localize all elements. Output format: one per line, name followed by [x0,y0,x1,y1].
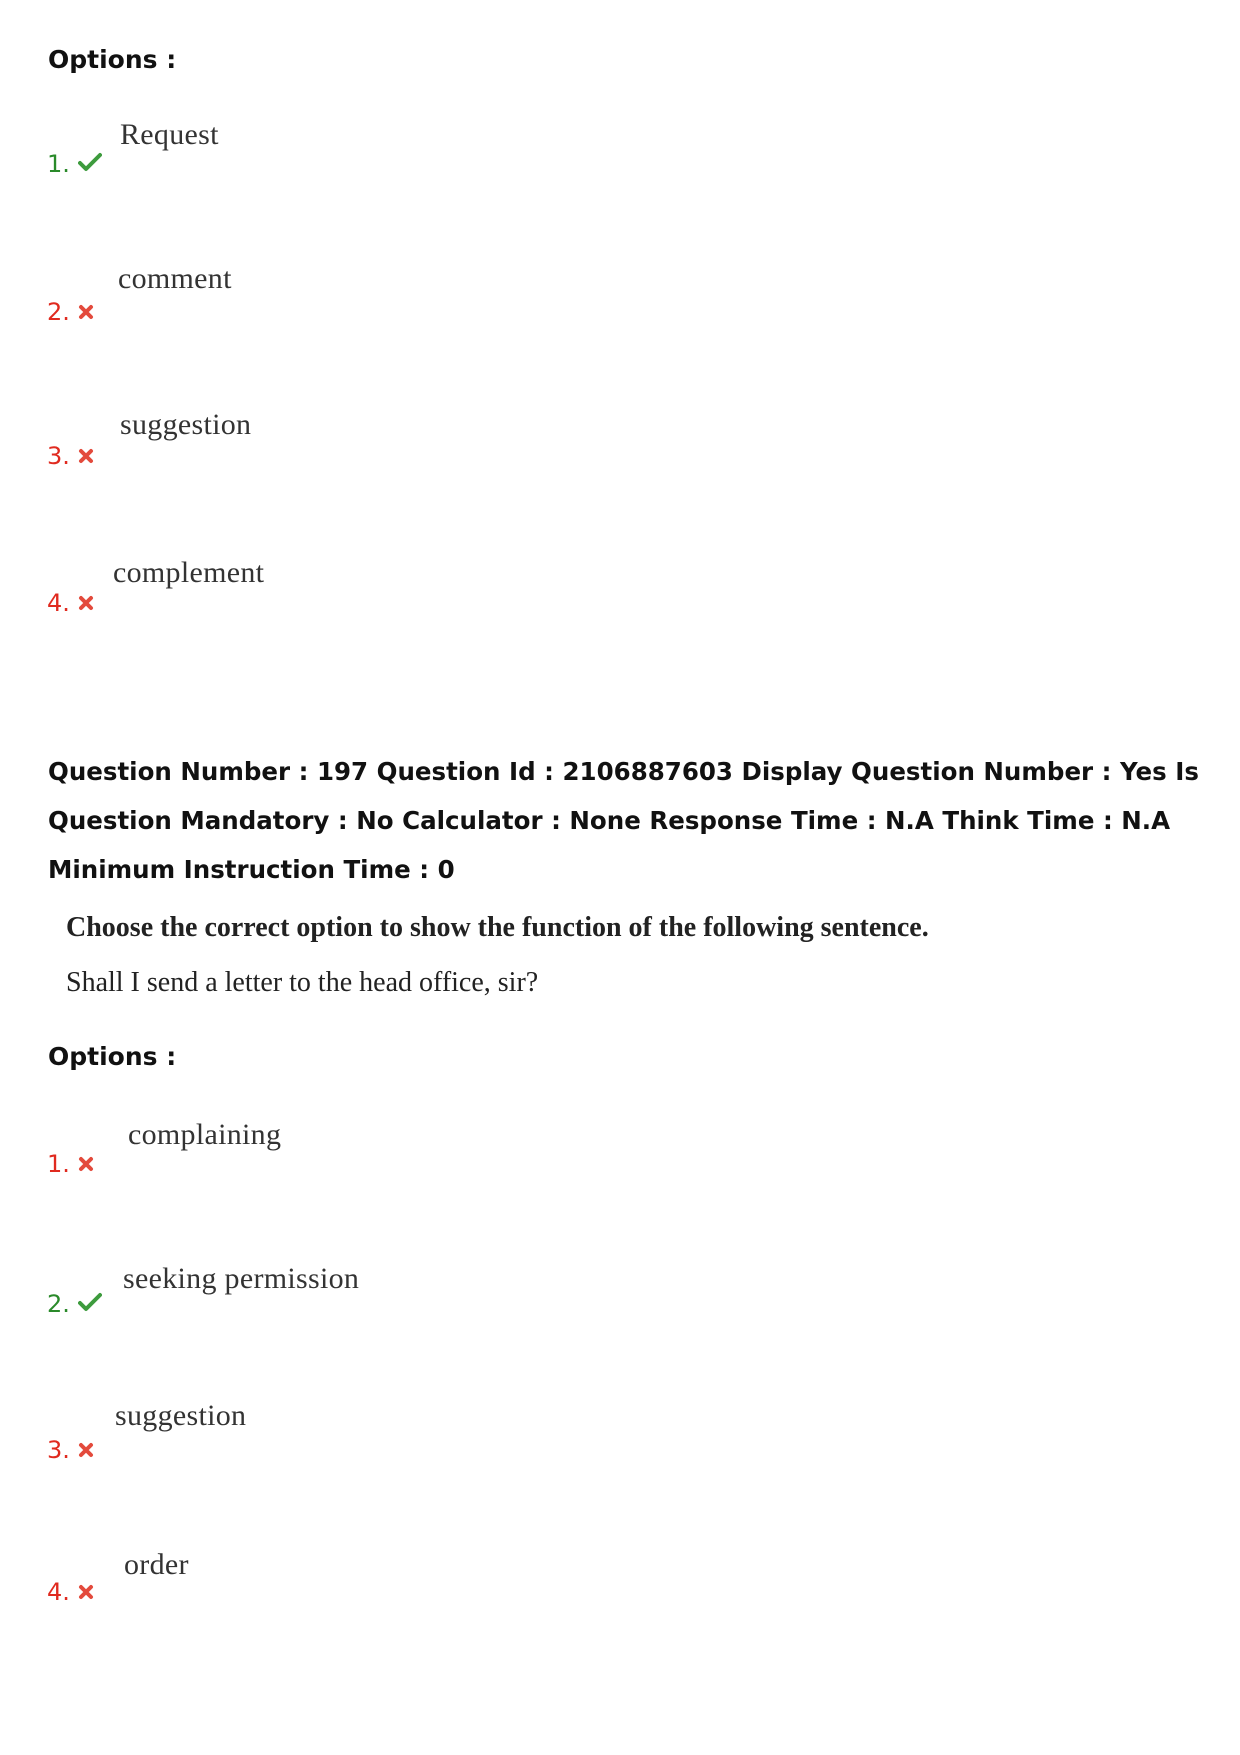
option-text: complement [113,556,265,589]
option-1-marker [47,150,102,178]
option-number: 2. [47,298,70,326]
option-number: 4. [47,1578,70,1606]
cross-icon [78,442,94,470]
option-number: 4. [47,589,70,617]
option-number: 3. [47,442,70,470]
check-icon [78,150,102,178]
cross-icon [78,589,94,617]
option-text: comment [118,262,232,295]
options-heading: Options : [48,1042,177,1071]
cross-icon [78,1150,94,1178]
option-2-marker [47,1290,102,1318]
question-sentence: Shall I send a letter to the head office, sir? [66,967,539,998]
option-number: 1. [47,1150,70,1178]
option-number: 3. [47,1436,70,1464]
options-heading: Options : [48,45,177,74]
option-text: Request [120,118,219,151]
option-3-marker [47,442,94,470]
option-number: 2. [47,1290,70,1318]
cross-icon [78,1578,94,1606]
option-text: suggestion [115,1399,247,1432]
question-prompt: Choose the correct option to show the function of the following sentence. [66,912,929,943]
option-text: seeking permission [123,1262,360,1295]
cross-icon [78,1436,94,1464]
option-4-marker [47,1578,94,1606]
option-4-marker [47,589,94,617]
option-text: suggestion [120,408,252,441]
option-2-marker [47,298,94,326]
check-icon [78,1290,102,1318]
option-3-marker [47,1436,94,1464]
option-text: order [124,1548,189,1581]
question-meta: Question Number : 197 Question Id : 2106887603 Display Question Number : Yes Is Question Mandatory : No Calculator : None Response Time : N.A Think Time : N.A Minimum Instruction Time : 0 [48,757,1199,884]
option-number: 1. [47,150,70,178]
cross-icon [78,298,94,326]
option-text: complaining [128,1118,282,1151]
option-1-marker [47,1150,94,1178]
